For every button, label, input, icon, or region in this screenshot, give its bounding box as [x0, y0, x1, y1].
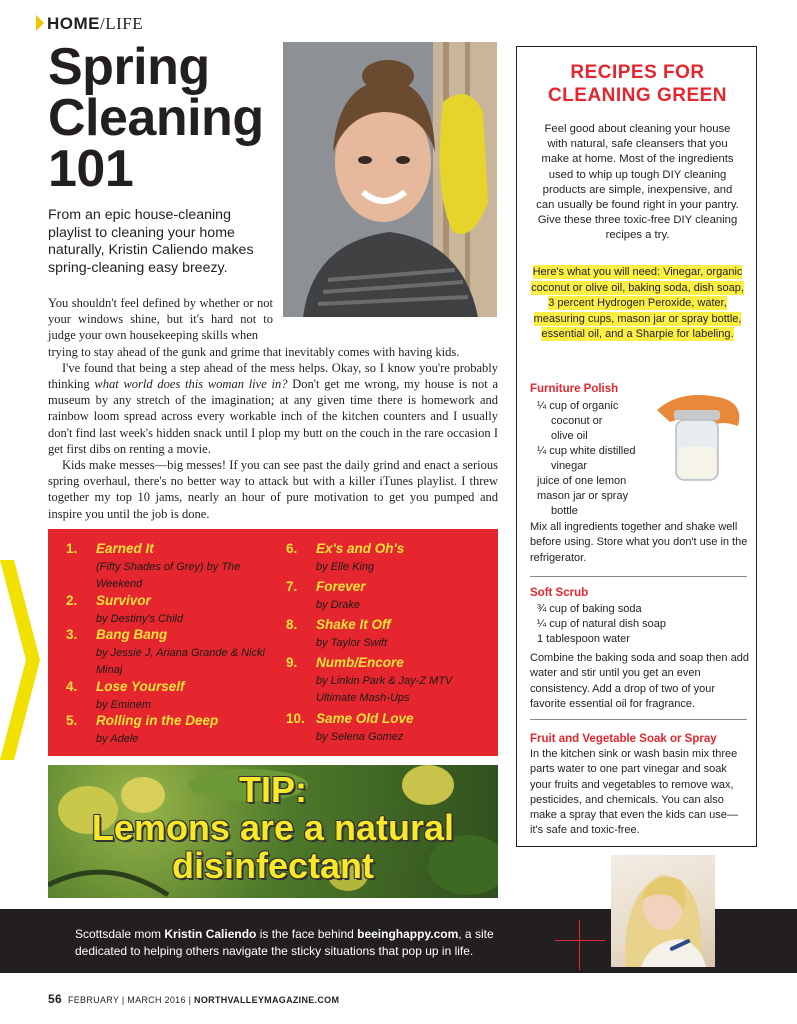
playlist-number: 1. — [66, 541, 78, 556]
title-line: Spring — [48, 38, 210, 96]
playlist-artist: by Elle King — [316, 561, 375, 573]
sidebar-supplies — [531, 265, 744, 343]
recipe-description: In the kitchen sink or wash basin mix three parts water to one part vinegar and soak your fruits and vegetables to remove wax, pesticides, and chemicals. You can also make a spray that even the kids can use—it's safe and toxic-free. — [530, 748, 738, 837]
recipe-title: Soft Scrub — [530, 587, 589, 599]
page-folio: 56 FEBRUARY | MARCH 2016 | NORTHVALLEYMAGAZINE.COM — [48, 992, 340, 1006]
bio-post: , a site dedicated to helping others navigate the sticky situations that pop up in life. — [75, 927, 494, 958]
section-slash: / — [100, 14, 106, 33]
tip-line: TIP: — [239, 769, 307, 810]
issue-date: FEBRUARY | MARCH 2016 — [67, 995, 186, 1005]
playlist-artist: by Destiny's Child — [96, 613, 184, 625]
body-paragraph-1-narrow: You shouldn't feel defined by whether or not your windows shine, but it's hard not to judge your own housekeeping skills when — [48, 296, 273, 343]
author-avatar-illustration — [611, 855, 715, 967]
page-number: 56 — [48, 992, 62, 1006]
decorative-plus-horizontal — [555, 940, 605, 941]
ingredient: ¾ cup of baking soda — [537, 603, 642, 615]
decorative-plus-vertical — [579, 920, 580, 970]
article-subtitle: From an epic house-cleaning playlist to cleaning your home naturally, Kristin Caliendo makes spring-cleaning easy breezy. — [48, 207, 254, 276]
playlist-song-title: Ex's and Oh's — [316, 541, 405, 556]
playlist-number: 4. — [66, 679, 78, 694]
title-line: Cleaning — [48, 89, 264, 147]
playlist-number: 10. — [286, 711, 305, 726]
playlist-number: 3. — [66, 627, 78, 642]
body-paragraph-2 — [48, 360, 498, 457]
ingredient: olive oil — [551, 430, 588, 442]
article-title — [48, 38, 288, 198]
playlist-artist: by Adele — [96, 733, 139, 745]
recipe-divider — [530, 719, 747, 720]
playlist-artist: (Fifty Shades of Grey) by The Weekend — [96, 561, 241, 590]
recipe-divider — [530, 576, 747, 577]
playlist-song-title: Same Old Love — [316, 711, 414, 726]
body-paragraph-1-rest: trying to stay ahead of the gunk and grime that inevitably comes with having kids. — [48, 344, 460, 359]
section-life: LIFE — [105, 14, 144, 33]
ingredient: vinegar — [551, 460, 588, 472]
playlist-artist: by Taylor Swift — [316, 637, 388, 649]
sidebar-intro: Feel good about cleaning your house with natural, safe cleansers that you make at home. Most of the ingredients used to whip up tough DIY cleaning products are simple, inexpensive, and can usually be found right in your pantry. Give these three toxic-free DIY cleaning recipes a try. — [536, 123, 739, 242]
author-bio — [75, 926, 535, 960]
title-line: 101 — [48, 140, 134, 198]
article-body — [48, 295, 498, 522]
ingredient: bottle — [551, 505, 578, 517]
tip-banner — [48, 765, 498, 898]
ingredient: 1 tablespoon water — [537, 633, 630, 645]
body-p2-b: Don't get me wrong, my house is not a museum by any stretch of the imagination; at any given time there is homework and rainbow loom spread across every workable inch of the kitchen counters and I usually don't find last week's hidden snack until I plop my butt on the couch in the rare occasion I get first dibs on renting a movie. — [48, 377, 499, 456]
recipe-ingredients — [537, 602, 666, 647]
recipe-description: Mix all ingredients together and shake well before using. Store what you don't use in the refrigerator. — [530, 521, 748, 564]
author-photo-illustration — [283, 42, 497, 317]
playlist-song-title: Forever — [316, 579, 366, 594]
body-p2-italic: what world does this woman live in? — [94, 377, 288, 392]
recipe-description: Combine the baking soda and soap then add water and stir until you get an even consistency. Add a drop of two of your favorite essential oil for fragrance. — [530, 652, 749, 710]
ingredient: juice of one lemon — [537, 475, 627, 487]
playlist-song-title: Numb/Encore — [316, 655, 404, 670]
ingredient: ¼ cup of natural dish soap — [537, 618, 667, 630]
playlist-box — [48, 529, 498, 756]
playlist-artist: by Selena Gomez — [316, 731, 404, 743]
playlist-song-title: Survivor — [96, 593, 151, 608]
body-p2-a: I've found that being a step ahead of the mess helps. Okay, so I know you're probably thinking — [48, 360, 498, 392]
playlist-number: 5. — [66, 713, 78, 728]
playlist-number: 8. — [286, 617, 298, 632]
playlist-artist: by Drake — [316, 599, 361, 611]
ingredient: coconut or — [551, 415, 603, 427]
tip-line: Lemons are a natural — [91, 807, 455, 848]
body-paragraph-3: Kids make messes—big messes! If you can see past the daily grind and enact a serious spring overhaul, there's no better way to attack but with a killer iTunes playlist. I threw together my top 10 jams, nearly an hour of pure motivation to get you pumped and inspire you until the job is done. — [48, 458, 498, 521]
magazine-site: NORTHVALLEYMAGAZINE.COM — [194, 995, 340, 1005]
sidebar-title — [517, 61, 758, 107]
author-photo — [283, 42, 497, 317]
playlist-artist: by Jessie J, Ariana Grande & Nicki Minaj — [96, 647, 265, 676]
playlist-song-title: Earned It — [96, 541, 154, 556]
playlist-artist: by Eminem — [96, 699, 152, 711]
playlist-song-title: Bang Bang — [96, 627, 168, 642]
section-home: HOME — [47, 14, 100, 33]
bio-author-name: Kristin Caliendo — [164, 927, 257, 941]
ingredient: mason jar or spray — [537, 490, 629, 502]
bio-website: beeinghappy.com — [357, 927, 459, 941]
playlist-number: 9. — [286, 655, 298, 670]
recipe-ingredients — [537, 399, 635, 519]
section-chevron-icon — [36, 15, 44, 31]
bio-pre: Scottsdale mom — [75, 927, 165, 941]
sidebar-title-line: RECIPES FOR — [570, 62, 705, 83]
playlist-artist: by Linkin Park & Jay-Z MTV Ultimate Mash-Ups — [316, 675, 453, 704]
decorative-chevron — [0, 560, 40, 760]
playlist-song-title: Lose Yourself — [96, 679, 185, 694]
playlist-number: 6. — [286, 541, 298, 556]
recipes-sidebar — [516, 46, 757, 847]
ingredient: ¼ cup white distilled — [537, 445, 636, 457]
mason-jar-illustration — [652, 392, 742, 487]
tip-line: disinfectant — [171, 845, 375, 886]
playlist-song-title: Rolling in the Deep — [96, 713, 219, 728]
sidebar-supplies-highlight: Here's what you will need: Vinegar, organic coconut or olive oil, baking soda, dish soap, 3 percent Hydrogen Peroxide, water, measuring cups, mason jar or spray bottle, essential oil, and a Sharpie for labeling. — [531, 266, 744, 340]
playlist-number: 7. — [286, 579, 298, 594]
sidebar-title-line: CLEANING GREEN — [547, 85, 728, 106]
tip-text — [48, 771, 498, 885]
section-label — [36, 14, 143, 34]
author-avatar — [611, 855, 715, 967]
playlist-song-title: Shake It Off — [316, 617, 391, 632]
playlist-number: 2. — [66, 593, 78, 608]
recipe-title: Furniture Polish — [530, 383, 619, 395]
recipe-title: Fruit and Vegetable Soak or Spray — [530, 733, 717, 745]
bio-mid: is the face behind — [256, 927, 358, 941]
ingredient: ¼ cup of organic — [537, 400, 619, 412]
